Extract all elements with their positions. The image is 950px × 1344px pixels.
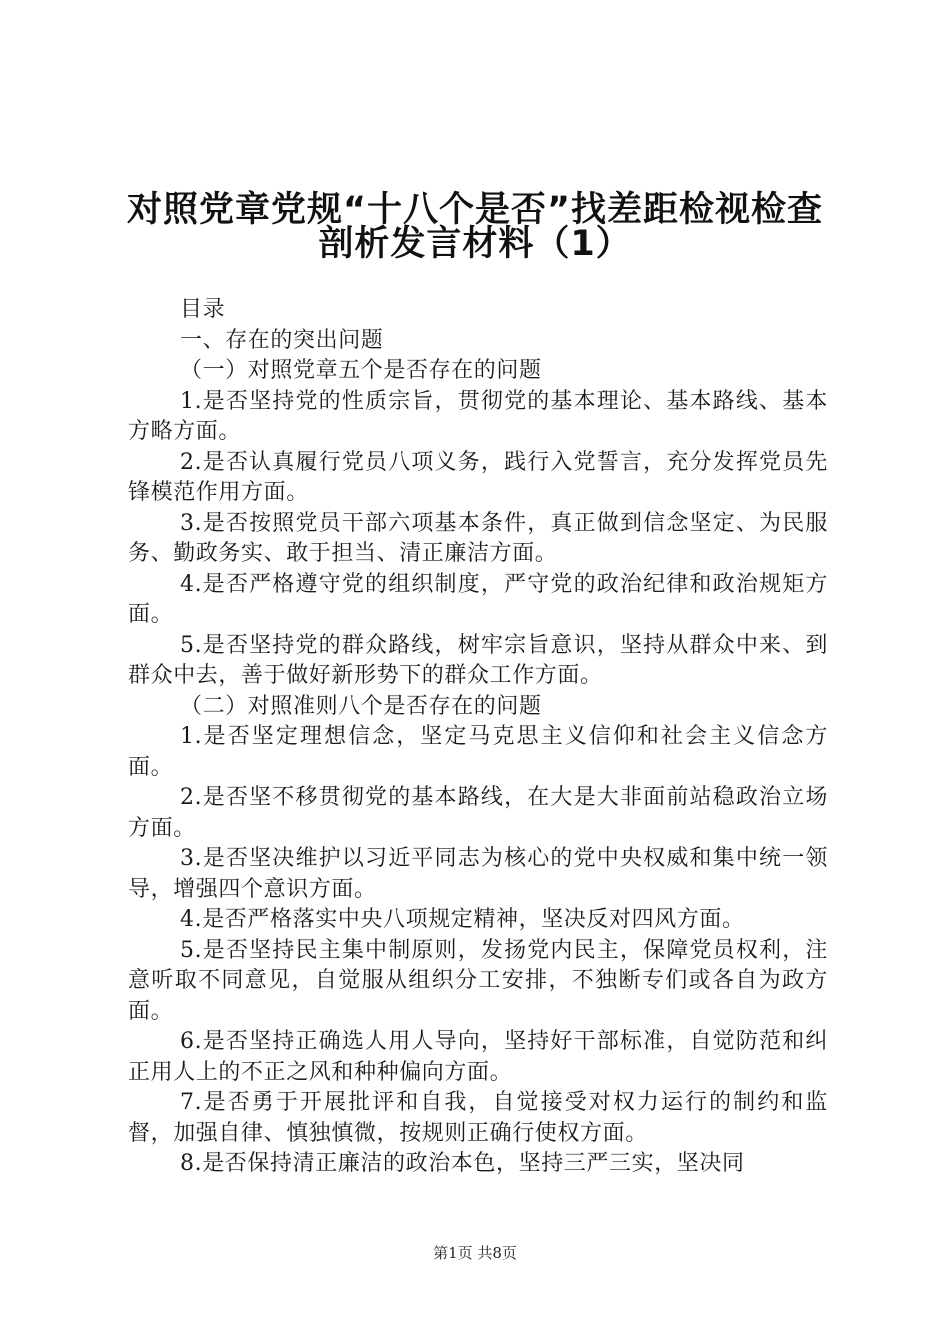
list-item: 8.是否保持清正廉洁的政治本色，坚持三严三实，坚决同 — [180, 1151, 745, 1176]
list-item: 1.是否坚持党的性质宗旨，贯彻党的基本理论、基本路线、基本方略方面。 — [128, 388, 828, 444]
list-item: 5.是否坚持党的群众路线，树牢宗旨意识，坚持从群众中来、到群众中去，善于做好新形势下的群众工作方面。 — [128, 632, 828, 688]
document-title-line-2: 剖析发言材料（1） — [318, 224, 632, 264]
subsection-heading: （二）对照准则八个是否存在的问题 — [180, 693, 542, 719]
page-footer: 第1页 共8页 — [433, 1244, 517, 1262]
subsection-heading: （一）对照党章五个是否存在的问题 — [180, 358, 542, 383]
list-item: 2.是否坚不移贯彻党的基本路线，在大是大非面前站稳政治立场方面。 — [128, 785, 828, 841]
section-heading: 一、存在的突出问题 — [180, 327, 384, 353]
list-item: 4.是否严格遵守党的组织制度，严守党的政治纪律和政治规矩方面。 — [128, 571, 828, 627]
list-item: 2.是否认真履行党员八项义务，践行入党誓言，充分发挥党员先锋模范作用方面。 — [128, 449, 828, 505]
list-item: 5.是否坚持民主集中制原则，发扬党内民主，保障党员权利，注意听取不同意见，自觉服从组织分工安排，不独断专们或各自为政方面。 — [128, 937, 828, 1024]
list-item: 7.是否勇于开展批评和自我，自觉接受对权力运行的制约和监督，加强自律、慎独慎微，按规则正确行使权方面。 — [128, 1090, 828, 1146]
document-body — [128, 295, 828, 1180]
list-item: 3.是否坚决维护以习近平同志为核心的党中央权威和集中统一领导，增强四个意识方面。 — [128, 846, 828, 902]
list-item: 1.是否坚定理想信念，坚定马克思主义信仰和社会主义信念方面。 — [128, 724, 828, 780]
list-item: 3.是否按照党员干部六项基本条件，真正做到信念坚定、为民服务、勤政务实、敢于担当、清正廉洁方面。 — [128, 510, 828, 566]
list-item: 4.是否严格落实中央八项规定精神，坚决反对四风方面。 — [180, 907, 745, 932]
toc-heading: 目录 — [180, 297, 226, 322]
document-title-line-1: 对照党章党规“十八个是否”找差距检视检查 — [126, 190, 823, 230]
list-item: 6.是否坚持正确选人用人导向，坚持好干部标准，自觉防范和纠正用人上的不正之风和种种偏向方面。 — [128, 1029, 828, 1085]
